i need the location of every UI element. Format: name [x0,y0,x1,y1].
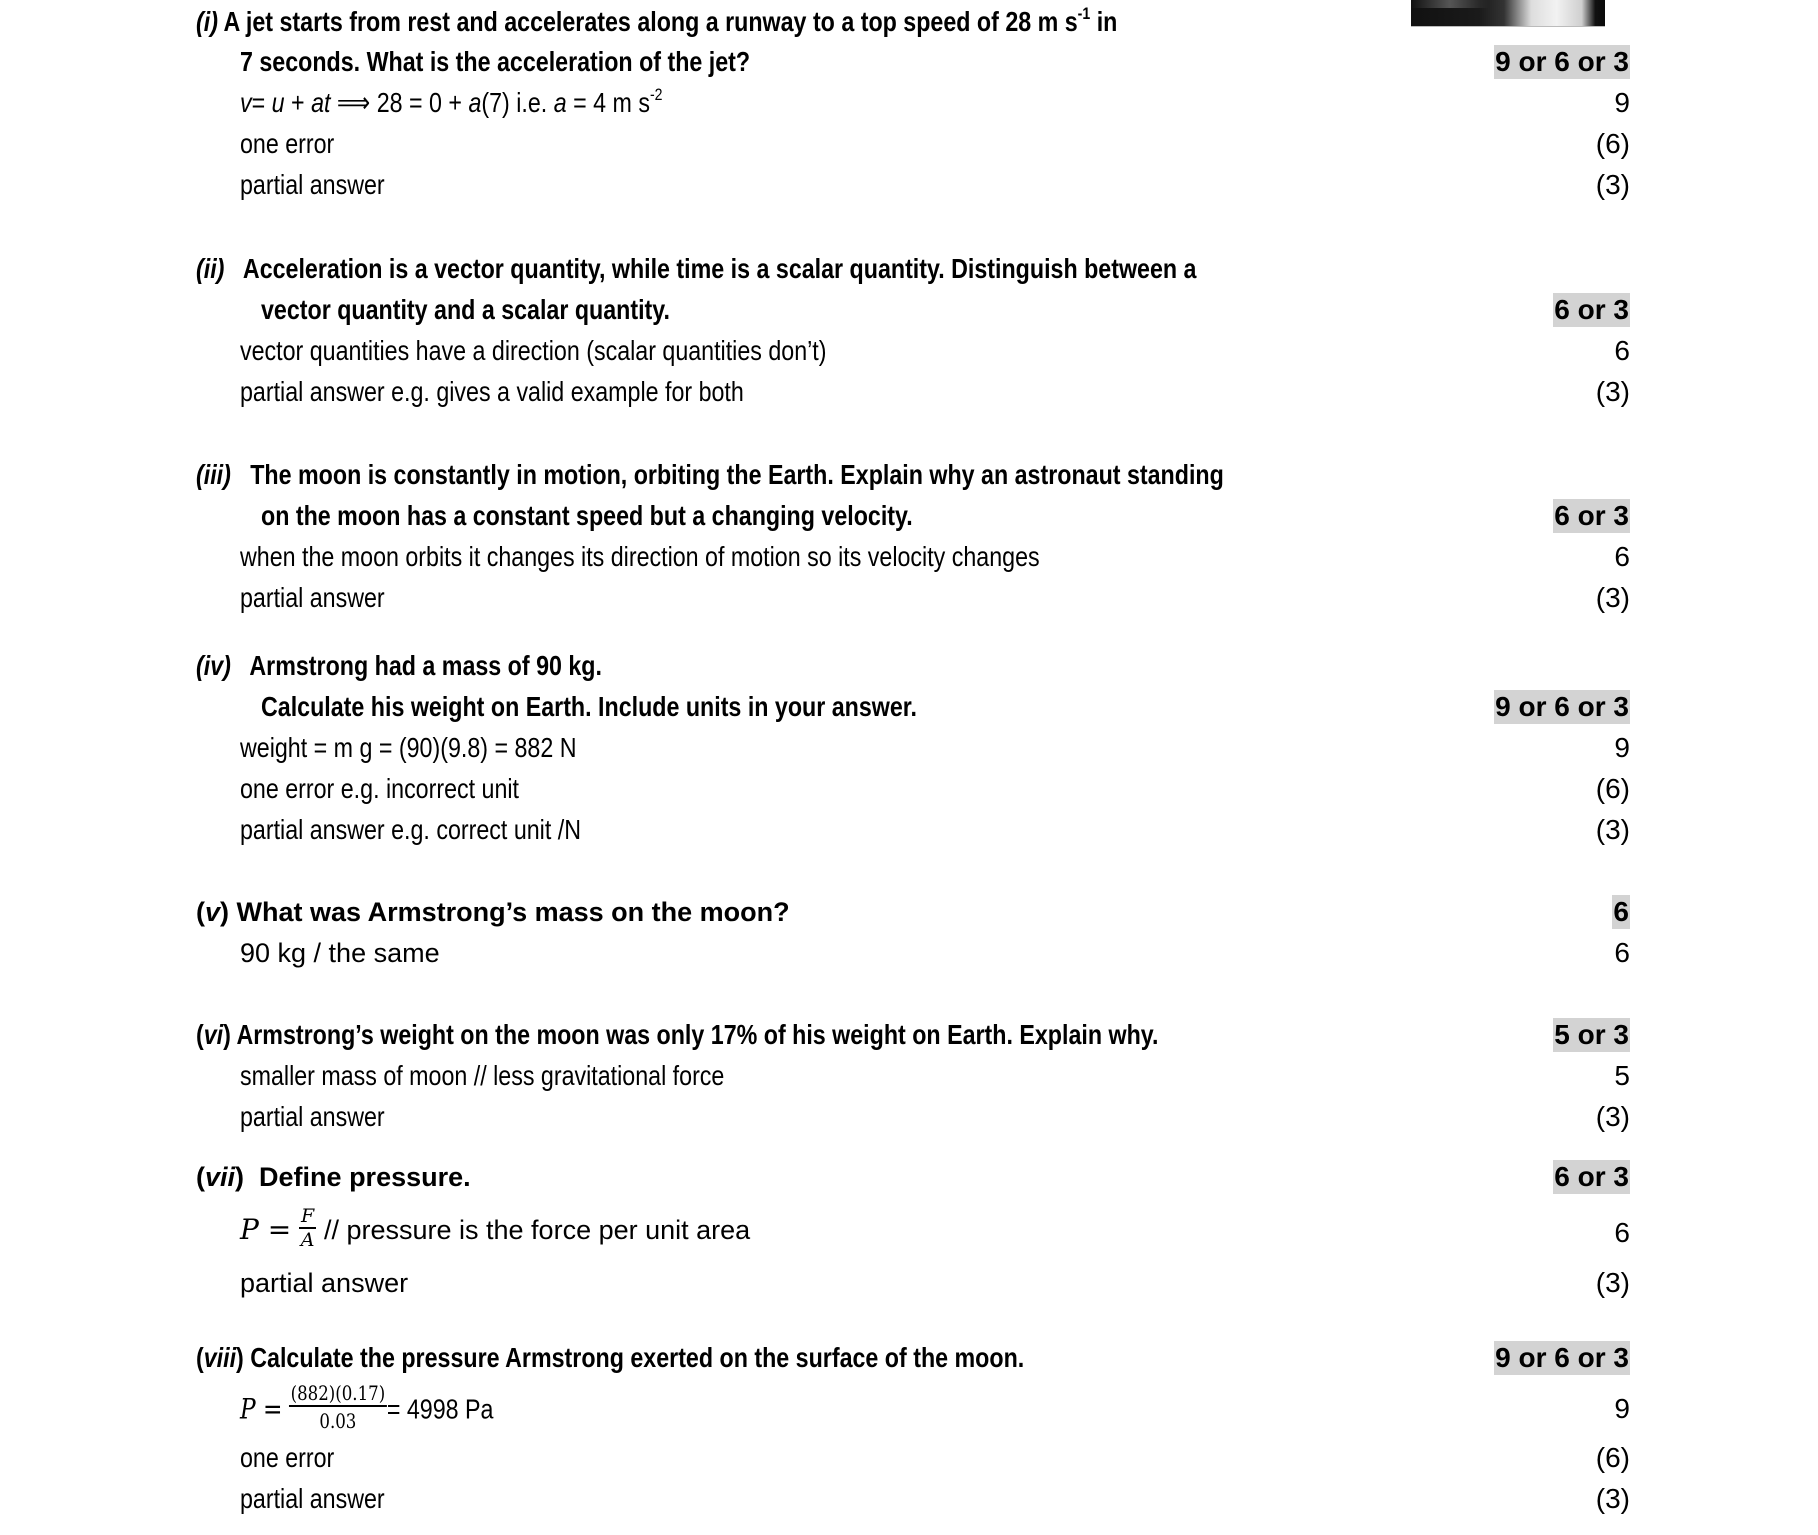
fraction [289,1382,387,1432]
mark-value: 6 [1614,335,1630,366]
question-text: in [1090,6,1118,37]
answer-line: one error e.g. incorrect unit [240,773,520,804]
formula-text: ⟹ 28 = 0 + [330,87,469,118]
question-ii-line-1 [196,252,1196,286]
answer-line: one error [240,1442,335,1473]
mark-value: 9 [1614,732,1630,763]
mark-value: (6) [1595,773,1630,804]
mark-value: (6) [1595,1442,1630,1473]
answer-line: partial answer [240,1101,385,1132]
answer-line: partial answer e.g. gives a valid example for both [240,376,744,407]
marks-header: 9 or 6 or 3 [1495,46,1629,77]
answer-line: smaller mass of moon // less gravitational force [240,1060,725,1091]
answer-line: one error [240,128,335,159]
answer-text: // pressure is the force per unit area [323,1215,751,1246]
answer-formula [240,1205,751,1259]
formula-text: (7) i.e. [481,87,554,118]
marks-header: 9 or 6 or 3 [1495,1342,1629,1373]
question-ii-line-2: vector quantity and a scalar quantity. [261,294,670,325]
question-text: Calculate the pressure Armstrong exerted on the surface of the moon. [250,1342,1025,1373]
answer-line: partial answer [240,582,385,613]
mark-value: (3) [1595,376,1630,407]
mark-value: 6 [1614,1217,1630,1248]
mark-value: (3) [1595,582,1630,613]
var-u: u [271,87,285,118]
marks-header: 6 or 3 [1554,1161,1629,1192]
question-text: Define pressure. [259,1162,471,1192]
question-i-line-1 [196,5,1117,39]
var-a: a [468,87,482,118]
marks-header: 6 or 3 [1554,294,1629,325]
marks-header: 6 [1613,896,1629,927]
question-iii-line-1 [196,458,1224,492]
question-vii-line-1 [196,1160,471,1194]
question-viii-line-1 [196,1341,1024,1375]
question-label: (iii) [196,459,231,490]
answer-line: partial answer e.g. correct unit /N [240,814,582,845]
question-iv-line-1 [196,649,602,683]
mark-value: (3) [1595,1267,1630,1298]
question-label: (vi) [196,1019,231,1050]
question-label: (ii) [196,253,225,284]
question-i-line-2: 7 seconds. What is the acceleration of the jet? [240,46,751,77]
answer-line: vector quantities have a direction (scalar quantities don’t) [240,335,827,366]
question-text: The moon is constantly in motion, orbiting the Earth. Explain why an astronaut standing [250,459,1224,490]
answer-line: partial answer [240,1483,385,1514]
question-label: (viii) [196,1342,244,1373]
mark-value: 9 [1614,87,1630,118]
question-v-line-1 [196,895,790,929]
question-text: A jet starts from rest and accelerates along a runway to a top speed of 28 m s [223,6,1078,37]
mark-value: (3) [1595,1483,1630,1514]
question-text: Acceleration is a vector quantity, while time is a scalar quantity. Distinguish between a [242,253,1197,284]
mark-value: (6) [1595,128,1630,159]
question-label: (v) [196,897,230,927]
mark-value: 5 [1614,1060,1630,1091]
answer-formula [240,86,663,120]
formula-text: = [251,87,272,118]
mark-value: 6 [1614,541,1630,572]
question-vi-line-1 [196,1018,1158,1052]
formula-lhs: P = [240,1392,283,1426]
question-iv-line-2: Calculate his weight on Earth. Include units in your answer. [261,691,918,722]
answer-line: partial answer [240,1268,409,1298]
mark-value: (3) [1595,169,1630,200]
answer-text: = 4998 Pa [386,1393,494,1425]
question-label: (vii) [196,1162,245,1192]
question-text: Armstrong’s weight on the moon was only 17% of his weight on Earth. Explain why. [236,1019,1159,1050]
formula-text: = 4 m s [566,87,650,118]
marks-header: 6 or 3 [1554,500,1629,531]
var-a: a [553,87,567,118]
formula-lhs: P = [240,1213,292,1247]
var-at: at [311,87,331,118]
mark-value: (3) [1595,814,1630,845]
superscript: -2 [649,84,663,104]
astronaut-photo-partial [1411,0,1605,27]
question-label: (i) [196,6,218,37]
marks-header: 5 or 3 [1554,1019,1629,1050]
numerator: F [299,1205,317,1229]
superscript: -1 [1077,3,1091,23]
question-label: (iv) [196,650,231,681]
question-iii-line-2: on the moon has a constant speed but a changing velocity. [261,500,913,531]
numerator: (882)(0.17) [290,1381,386,1405]
answer-line: 90 kg / the same [240,938,440,968]
formula-text: + [284,87,312,118]
fraction [299,1205,317,1251]
marks-header: 9 or 6 or 3 [1495,691,1629,722]
mark-value: (3) [1595,1101,1630,1132]
answer-formula [240,1381,494,1438]
question-text: What was Armstrong’s mass on the moon? [236,897,790,927]
answer-line: when the moon orbits it changes its direction of motion so its velocity changes [240,541,1040,572]
var-v: v [240,87,252,118]
denominator: A [300,1229,315,1251]
answer-line: partial answer [240,169,385,200]
denominator: 0.03 [319,1409,357,1433]
mark-value: 6 [1614,937,1630,968]
answer-line: weight = m g = (90)(9.8) = 882 N [240,732,577,763]
question-text: Armstrong had a mass of 90 kg. [249,650,602,681]
mark-value: 9 [1614,1393,1630,1424]
